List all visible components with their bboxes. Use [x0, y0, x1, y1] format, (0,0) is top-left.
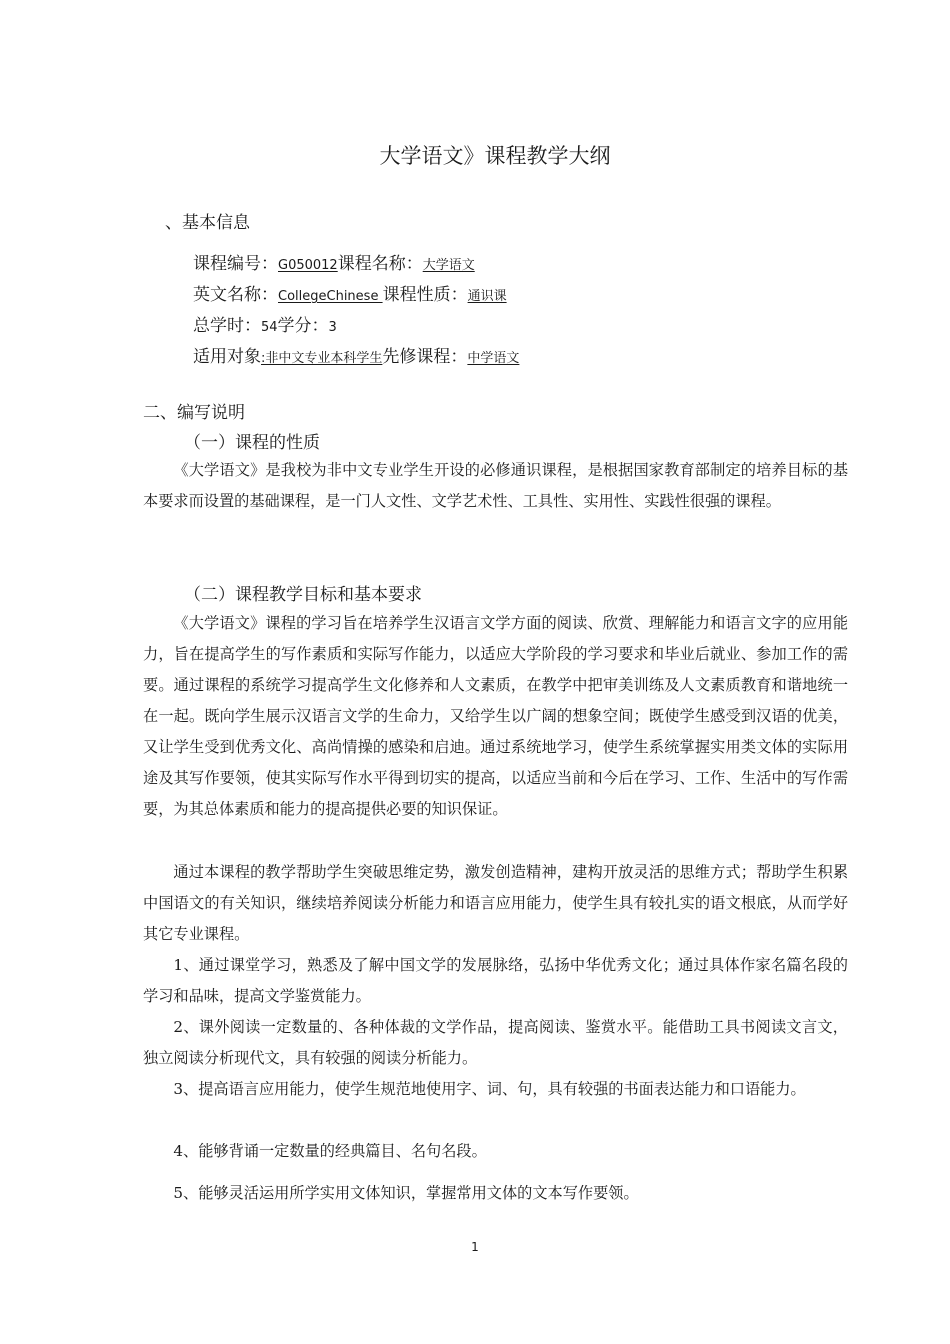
english-name-value: CollegeChinese: [278, 289, 383, 304]
list-item-1: 1、通过课堂学习，熟悉及了解中国文学的发展脉络，弘扬中华优秀文化；通过具体作家名篇名段的学习和品味，提高文学鉴赏能力。: [143, 956, 848, 1005]
audience-value: :非中文专业本科学生: [261, 351, 383, 366]
course-nature-value: 通识课: [467, 289, 507, 304]
course-code-label: 课程编号：: [193, 254, 278, 274]
subsection-heading-objectives: （二）课程教学目标和基本要求: [184, 585, 422, 605]
total-hours-value: 54: [261, 320, 278, 335]
credits-value: 3: [328, 320, 337, 335]
list-item-4: 4、能够背诵一定数量的经典篇目、名句名段。: [173, 1142, 487, 1160]
info-line-english: [193, 280, 507, 305]
section-heading-basic-info: 、基本信息: [165, 213, 250, 233]
course-code-value: G050012: [278, 258, 338, 273]
course-name-value: 大学语文: [422, 258, 475, 273]
document-title: 大学语文》课程教学大纲: [379, 144, 611, 168]
english-name-label: 英文名称：: [193, 285, 278, 305]
page-number: 1: [471, 1240, 479, 1254]
info-line-hours: [193, 311, 337, 336]
paragraph-objectives-1: 《大学语文》课程的学习旨在培养学生汉语言文学方面的阅读、欣赏、理解能力和语言文字的应用能力，旨在提高学生的写作素质和实际写作能力，以适应大学阶段的学习要求和毕业后就业、参加工作的需要。通过课程的系统学习提高学生文化修养和人文素质，在教学中把审美训练及人文素质教育和谐地统一在一起。既向学生展示汉语言文学的生命力，又给学生以广阔的想象空间；既使学生感受到汉语的优美，又让学生受到优秀文化、高尚情操的感染和启迪。通过系统地学习，使学生系统掌握实用类文体的实际用途及其写作要领，使其实际写作水平得到切实的提高，以适应当前和今后在学习、工作、生活中的写作需要，为其总体素质和能力的提高提供必要的知识保证。: [143, 614, 848, 818]
info-line-audience: [193, 342, 519, 367]
credits-label: 学分：: [277, 316, 329, 336]
course-name-label: 课程名称：: [337, 254, 423, 274]
list-item-5: 5、能够灵活运用所学实用文体知识，掌握常用文体的文本写作要领。: [173, 1184, 639, 1202]
subsection-heading-course-nature: （一）课程的性质: [184, 433, 320, 453]
course-nature-label: 课程性质：: [382, 285, 468, 305]
list-item-3: 3、提高语言应用能力，使学生规范地使用字、词、句，具有较强的书面表达能力和口语能力。: [173, 1080, 806, 1098]
info-line-course: [193, 249, 475, 274]
prereq-label: 先修课程：: [382, 347, 468, 367]
paragraph-course-nature: 《大学语文》是我校为非中文专业学生开设的必修通识课程，是根据国家教育部制定的培养目标的基本要求而设置的基础课程，是一门人文性、文学艺术性、工具性、实用性、实践性很强的课程。: [143, 461, 848, 510]
section-heading-writing-notes: 二、编写说明: [143, 403, 245, 423]
list-item-2: 2、课外阅读一定数量的、各种体裁的文学作品，提高阅读、鉴赏水平。能借助工具书阅读文言文，独立阅读分析现代文，具有较强的阅读分析能力。: [143, 1018, 848, 1067]
prereq-value: 中学语文: [467, 351, 520, 366]
total-hours-label: 总学时：: [193, 316, 261, 336]
paragraph-objectives-2: 通过本课程的教学帮助学生突破思维定势，激发创造精神，建构开放灵活的思维方式；帮助学生积累中国语文的有关知识，继续培养阅读分析能力和语言应用能力，使学生具有较扎实的语文根底，从而学好其它专业课程。: [143, 863, 848, 943]
audience-label: 适用对象: [193, 347, 261, 367]
